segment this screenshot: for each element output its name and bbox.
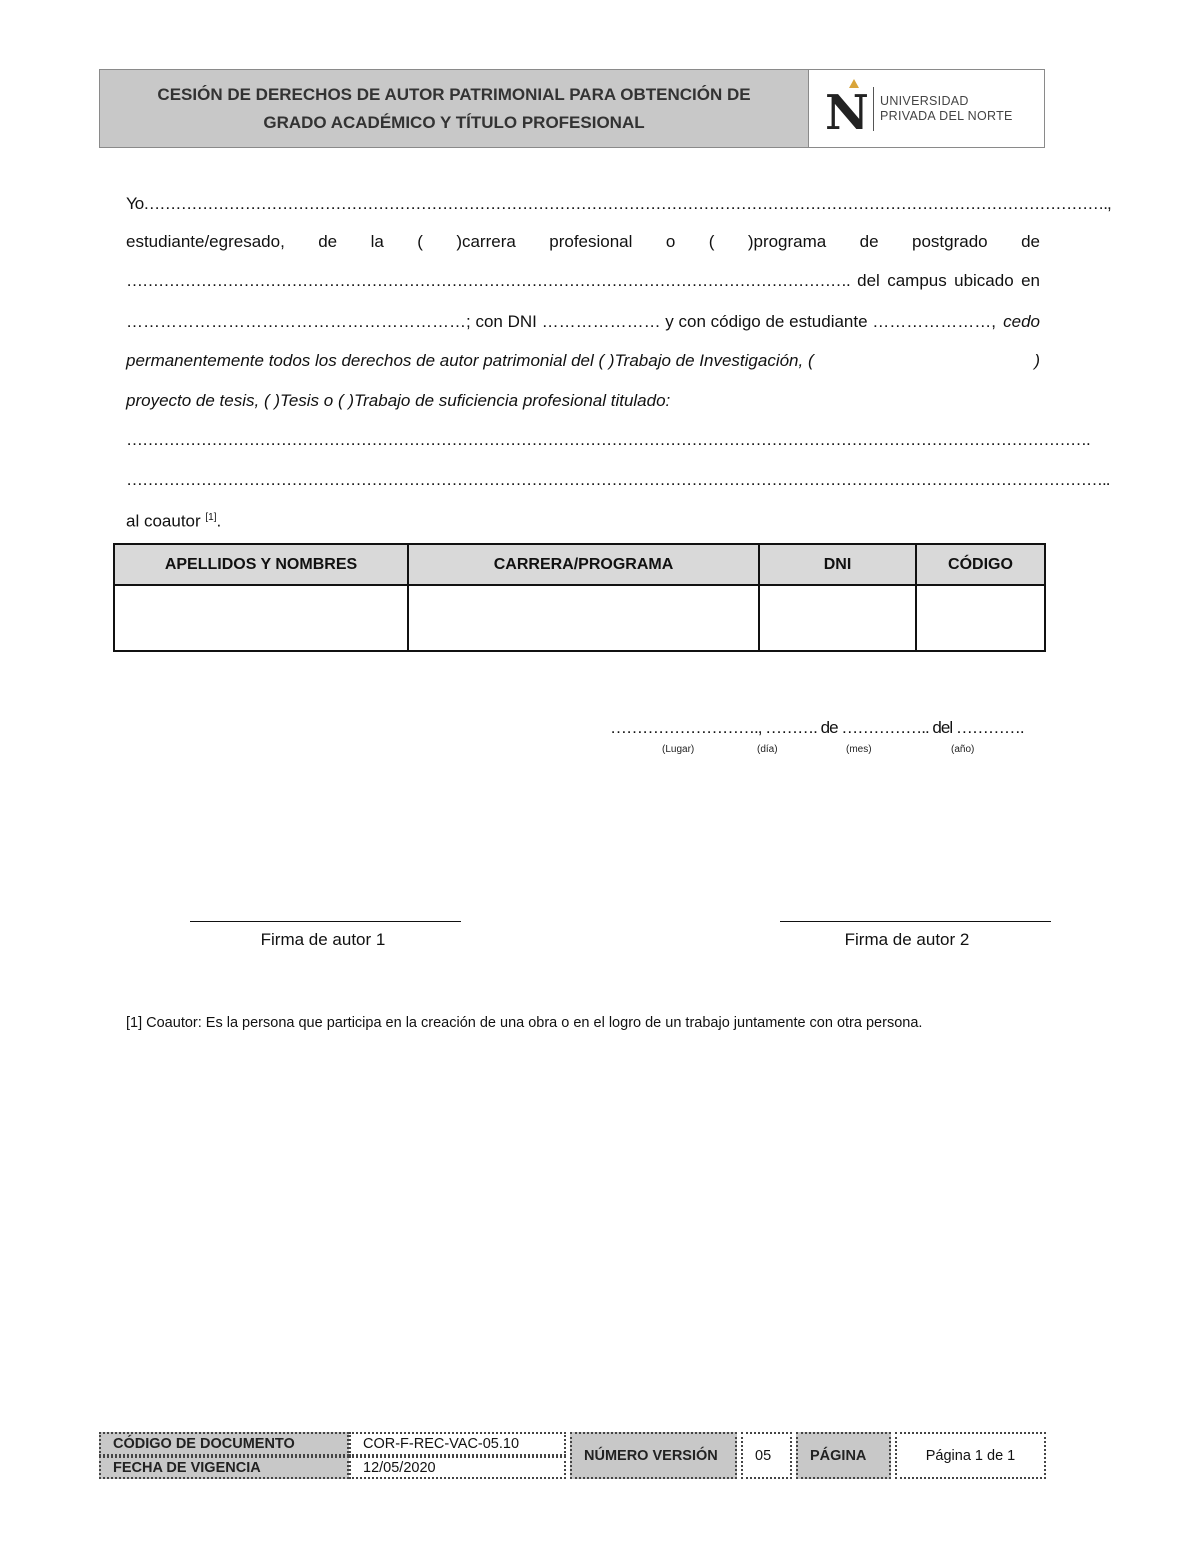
coauthor-period: . (216, 511, 222, 531)
logo-mark-icon (825, 79, 867, 139)
validity-value: 12/05/2020 (349, 1456, 566, 1479)
status-word: profesional (549, 232, 633, 251)
university-logo (808, 70, 1044, 147)
status-word: ( (417, 232, 423, 251)
campus-line (126, 270, 1040, 292)
label-year: (año) (951, 744, 975, 755)
logo-text-line-2: PRIVADA DEL NORTE (880, 108, 1013, 123)
status-word: )carrera (456, 232, 516, 251)
coauthor-line (126, 507, 1040, 533)
col-header-dni: DNI (759, 544, 916, 585)
cell-dni[interactable] (759, 585, 916, 651)
col-header-career: CARRERA/PROGRAMA (408, 544, 759, 585)
col-header-name: APELLIDOS Y NOMBRES (114, 544, 408, 585)
cedo-text: cedo (1003, 312, 1040, 331)
campus-word: campus (887, 271, 947, 290)
status-word: o (665, 232, 676, 251)
label-month: (mes) (846, 744, 872, 755)
footnote: [1] Coautor: Es la persona que participa en la creación de una obra o en el logro de un trabajo juntamente con otra persona. (126, 1015, 923, 1031)
signature-line-1[interactable] (190, 921, 461, 922)
campus-word: en (1021, 271, 1040, 290)
code-value: COR-F-REC-VAC-05.10 (349, 1432, 566, 1456)
status-word: la (370, 232, 384, 251)
cell-name[interactable] (114, 585, 408, 651)
logo-text-line-1: UNIVERSIDAD (880, 93, 969, 108)
rights-text: permanentemente todos los derechos de autor patrimonial del ( )Trabajo de Investigación, ( (126, 351, 814, 370)
name-line: Yo………………………………………………………………………………………………………………………………………………………………., (126, 194, 1111, 213)
signature-label-1: Firma de autor 1 (260, 930, 386, 949)
campus-word: ubicado (954, 271, 1014, 290)
career-blank: ………………………………………………………………………………………………………………………. (126, 271, 850, 290)
title-line-2: GRADO ACADÉMICO Y TÍTULO PROFESIONAL (263, 112, 645, 132)
status-word: ( (708, 232, 715, 251)
logo-text (880, 94, 1013, 124)
title-line-1: CESIÓN DE DERECHOS DE AUTOR PATRIMONIAL PARA OBTENCIÓN DE (157, 84, 751, 104)
coauthor-table (113, 543, 1046, 652)
cell-career[interactable] (408, 585, 759, 651)
version-label: NÚMERO VERSIÓN (570, 1432, 737, 1479)
work-type-line: proyecto de tesis, ( )Tesis o ( )Trabajo de suficiencia profesional titulado: (126, 391, 671, 410)
logo-letter: N (825, 84, 869, 141)
page-label: PÁGINA (796, 1432, 891, 1479)
table-row (114, 585, 1045, 651)
signature-line-2[interactable] (780, 921, 1051, 922)
status-word: postgrado (912, 232, 988, 251)
campus-word: del (857, 271, 880, 290)
code-label: CÓDIGO DE DOCUMENTO (99, 1432, 349, 1456)
status-word: de (318, 232, 338, 251)
table-header-row (114, 544, 1045, 585)
status-word: de (859, 232, 879, 251)
validity-label: FECHA DE VIGENCIA (99, 1456, 349, 1479)
title-blank-1: ………………………………………………………………………………………………………………………………………………………………. (126, 430, 1090, 449)
coauthor-footnote-ref: [1] (205, 512, 217, 523)
rights-line (126, 350, 1040, 372)
version-value: 05 (741, 1432, 792, 1479)
col-header-code: CÓDIGO (916, 544, 1045, 585)
dni-line (126, 311, 1040, 333)
document-control-footer (99, 1432, 1046, 1479)
status-word: )programa (747, 232, 827, 251)
cell-code[interactable] (916, 585, 1045, 651)
label-place: (Lugar) (662, 744, 695, 755)
document-title (100, 70, 808, 147)
document-header (99, 69, 1045, 148)
status-word: de (1021, 232, 1040, 251)
title-blank-2: ………………………………………………………………………………………………………………………………………………………………….. (126, 470, 1110, 489)
status-word: estudiante/egresado, (126, 232, 285, 251)
signature-label-2: Firma de autor 2 (844, 930, 970, 949)
logo-divider (873, 87, 874, 131)
page-value: Página 1 de 1 (895, 1432, 1046, 1479)
dni-text: ……………………………………………………; con DNI ………………… y con código de estudiante …………………, (126, 312, 997, 331)
coauthor-text: al coautor (126, 511, 201, 531)
label-day: (día) (757, 744, 778, 755)
status-line (126, 231, 1040, 253)
date-line: ………………………., ………. de …………….. del …………. (610, 718, 1024, 737)
rights-paren: ) (1034, 351, 1040, 370)
